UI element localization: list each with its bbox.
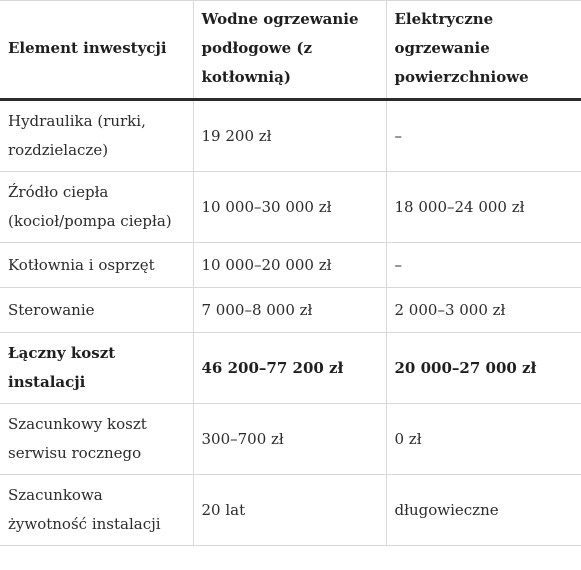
- header-element: Element inwestycji: [0, 1, 193, 100]
- electric-value: długowieczne: [386, 475, 581, 546]
- row-label: Łączny koszt instalacji: [0, 333, 193, 404]
- water-value: 7 000–8 000 zł: [193, 288, 386, 333]
- water-value: 10 000–20 000 zł: [193, 243, 386, 288]
- table-row: [0, 288, 581, 333]
- water-value: 300–700 zł: [193, 404, 386, 475]
- table-row: [0, 475, 581, 546]
- row-label: Kotłownia i osprzęt: [0, 243, 193, 288]
- electric-value: –: [386, 243, 581, 288]
- table-row: [0, 404, 581, 475]
- electric-value: 2 000–3 000 zł: [386, 288, 581, 333]
- water-value: 46 200–77 200 zł: [193, 333, 386, 404]
- row-label: Sterowanie: [0, 288, 193, 333]
- table-row-total: [0, 333, 581, 404]
- water-value: 19 200 zł: [193, 100, 386, 172]
- water-value: 10 000–30 000 zł: [193, 172, 386, 243]
- table-row: [0, 243, 581, 288]
- row-label: Szacunkowy koszt serwisu rocznego: [0, 404, 193, 475]
- row-label: Źródło ciepła (kocioł/pompa ciepła): [0, 172, 193, 243]
- row-label: Szacunkowa żywotność instalacji: [0, 475, 193, 546]
- table-row: [0, 172, 581, 243]
- header-water-heating: Wodne ogrzewanie podłogowe (z kotłownią): [193, 1, 386, 100]
- electric-value: –: [386, 100, 581, 172]
- electric-value: 18 000–24 000 zł: [386, 172, 581, 243]
- water-value: 20 lat: [193, 475, 386, 546]
- electric-value: 0 zł: [386, 404, 581, 475]
- table-header-row: [0, 1, 581, 100]
- electric-value: 20 000–27 000 zł: [386, 333, 581, 404]
- table-row: [0, 100, 581, 172]
- row-label: Hydraulika (rurki, rozdzielacze): [0, 100, 193, 172]
- header-electric-heating: Elektryczne ogrzewanie powierzchniowe: [386, 1, 581, 100]
